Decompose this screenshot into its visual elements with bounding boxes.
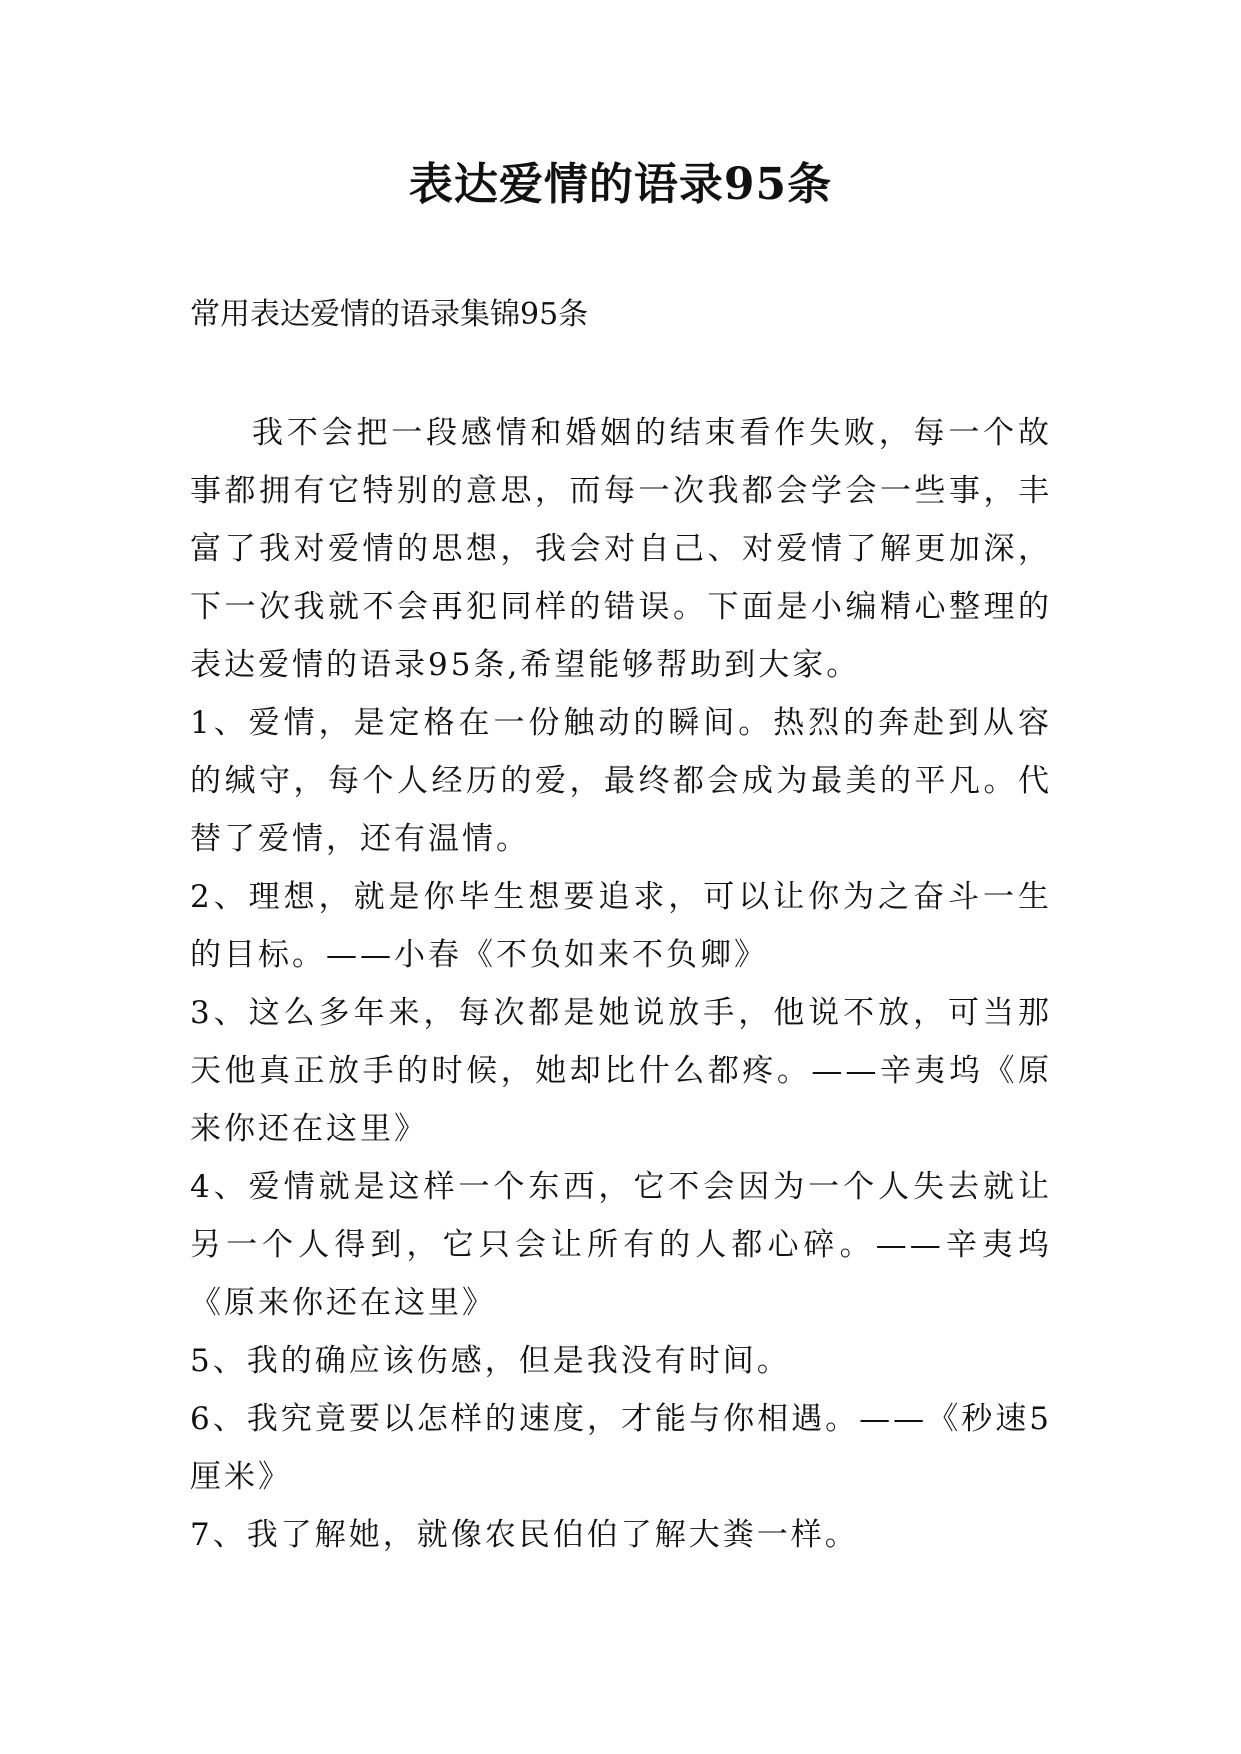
- document-title: 表达爱情的语录95条: [408, 159, 833, 210]
- quote-item: 7、我了解她，就像农民伯伯了解大粪一样。: [190, 1517, 859, 1553]
- quote-item: 6、我究竟要以怎样的速度，才能与你相遇。——《秒速5厘米》: [190, 1401, 1052, 1495]
- intro-paragraph: 我不会把一段感情和婚姻的结束看作失败，每一个故事都拥有它特别的意思，而每一次我都会学会一些事，丰富了我对爱情的思想，我会对自己、对爱情了解更加深，下一次我就不会再犯同样的错误。下面是小编精心整理的表达爱情的语录95条,希望能够帮助到大家。: [190, 415, 1052, 683]
- document-body: [190, 404, 1052, 1564]
- quote-item: 5、我的确应该伤感，但是我没有时间。: [190, 1343, 791, 1379]
- quote-item: 3、这么多年来，每次都是她说放手，他说不放，可当那天他真正放手的时候，她却比什么都疼。——辛夷坞《原来你还在这里》: [190, 995, 1052, 1147]
- document-subtitle: 常用表达爱情的语录集锦95条: [190, 297, 589, 332]
- quote-item: 4、爱情就是这样一个东西，它不会因为一个人失去就让另一个人得到，它只会让所有的人都心碎。——辛夷坞《原来你还在这里》: [190, 1169, 1052, 1321]
- quote-item: 2、理想，就是你毕生想要追求，可以让你为之奋斗一生的目标。——小春《不负如来不负卿》: [190, 879, 1052, 973]
- quote-item: 1、爱情，是定格在一份触动的瞬间。热烈的奔赴到从容的缄守，每个人经历的爱，最终都会成为最美的平凡。代替了爱情，还有温情。: [190, 705, 1052, 857]
